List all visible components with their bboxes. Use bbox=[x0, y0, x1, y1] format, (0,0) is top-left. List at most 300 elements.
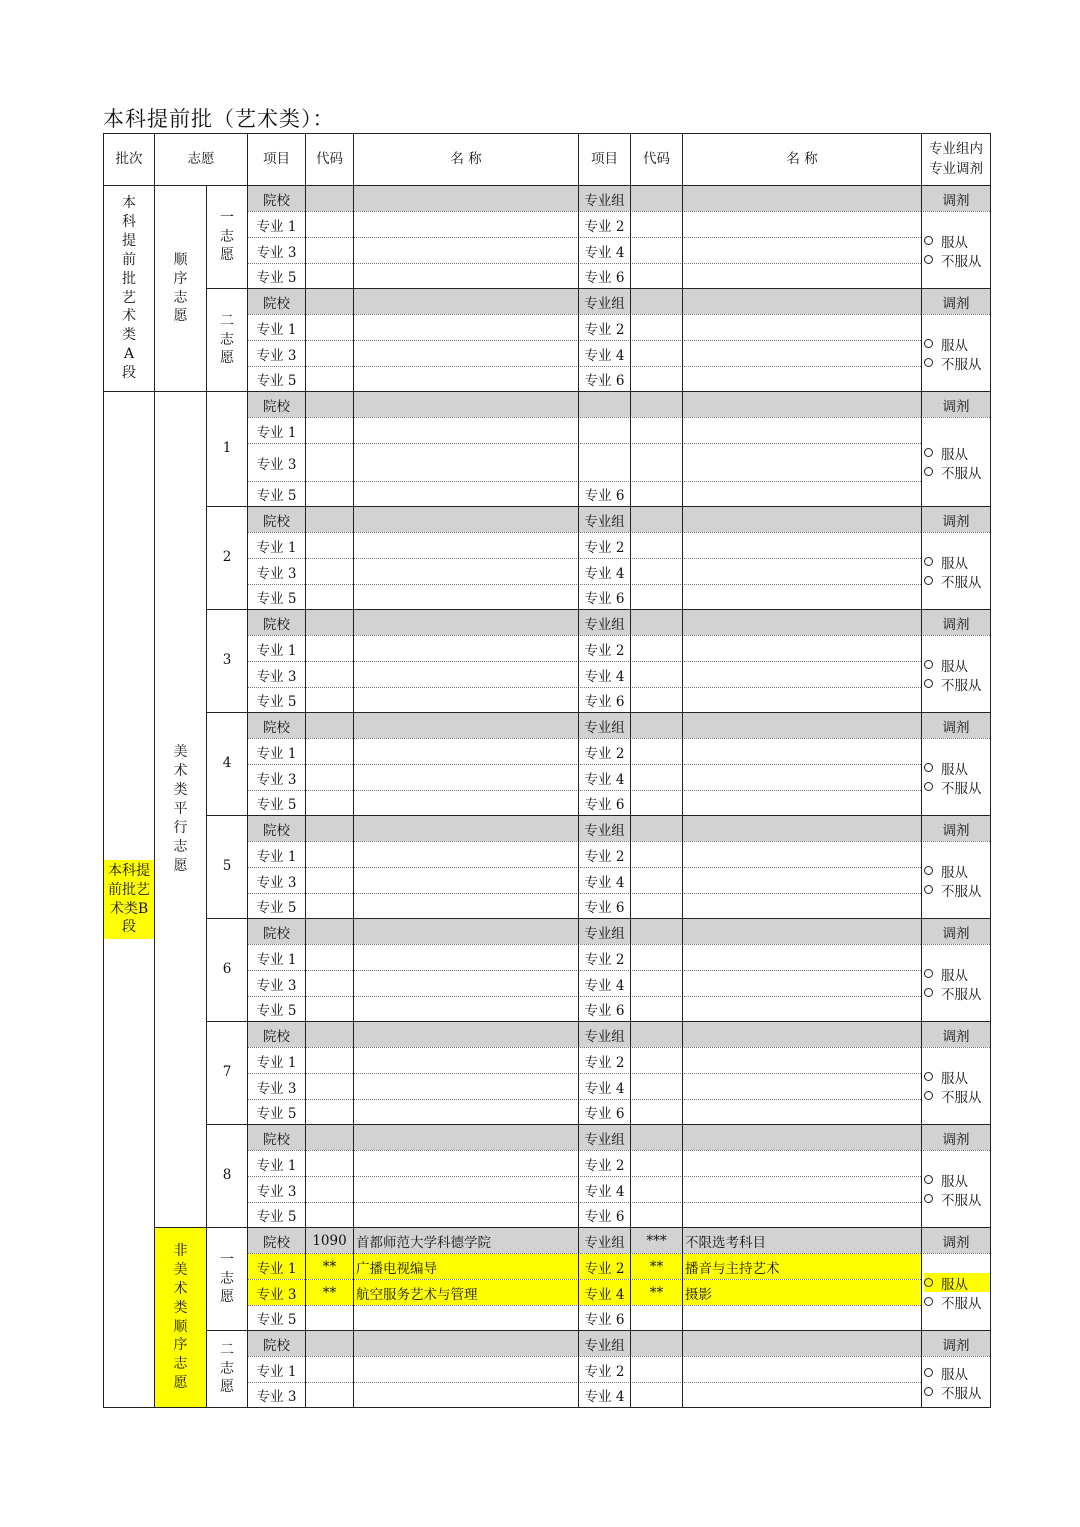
item-major: 专业 2 bbox=[584, 321, 625, 338]
code-input[interactable] bbox=[631, 367, 682, 391]
name-input[interactable] bbox=[683, 482, 921, 506]
name-input[interactable] bbox=[683, 1331, 921, 1356]
option-not-obey[interactable] bbox=[924, 1189, 990, 1208]
zhiyuan-label: 二志愿 bbox=[220, 1341, 234, 1396]
name-input[interactable] bbox=[354, 1125, 578, 1150]
name-input[interactable]: 不限选考科目 bbox=[683, 1228, 921, 1253]
name-input[interactable] bbox=[354, 1383, 578, 1407]
name-input[interactable] bbox=[354, 1331, 578, 1356]
code-input[interactable]: ** bbox=[631, 1254, 682, 1279]
radio-circle-icon[interactable] bbox=[924, 1297, 933, 1306]
parallel-number: 3 bbox=[222, 652, 232, 669]
code-input[interactable] bbox=[306, 1383, 353, 1407]
name-input[interactable] bbox=[354, 444, 578, 481]
row-divider bbox=[103, 391, 991, 392]
row-divider bbox=[206, 1330, 991, 1331]
name-input[interactable] bbox=[683, 791, 921, 815]
code-input[interactable] bbox=[631, 997, 682, 1021]
code-input[interactable] bbox=[306, 662, 353, 687]
item-major: 专业 4 bbox=[584, 977, 625, 994]
name-input[interactable] bbox=[354, 842, 578, 867]
radio-circle-icon[interactable] bbox=[924, 576, 933, 585]
name-input[interactable]: 首都师范大学科德学院 bbox=[354, 1228, 578, 1253]
column-divider bbox=[305, 133, 306, 1408]
item-major: 专业 2 bbox=[584, 642, 625, 659]
name-input[interactable] bbox=[683, 341, 921, 366]
code-input[interactable] bbox=[631, 418, 682, 443]
name-input[interactable] bbox=[683, 1357, 921, 1382]
code-input[interactable] bbox=[631, 533, 682, 558]
item-major: 专业 2 bbox=[579, 1254, 630, 1279]
name-input[interactable] bbox=[683, 507, 921, 532]
code-input[interactable] bbox=[631, 842, 682, 867]
page-title: 本科提前批（艺术类）： bbox=[103, 107, 335, 131]
code-input[interactable] bbox=[306, 636, 353, 661]
row-divider bbox=[206, 918, 991, 919]
option-obey[interactable] bbox=[924, 758, 990, 777]
code-input[interactable] bbox=[306, 816, 353, 841]
option-obey[interactable] bbox=[924, 552, 990, 571]
name-input[interactable] bbox=[354, 1100, 578, 1124]
code-input[interactable] bbox=[306, 1074, 353, 1099]
code-input[interactable] bbox=[631, 894, 682, 918]
option-label: 不服从 bbox=[941, 1385, 982, 1402]
option-obey[interactable] bbox=[924, 1363, 990, 1382]
code-input[interactable] bbox=[631, 816, 682, 841]
item-major: 专业 3 bbox=[256, 874, 297, 891]
code-input[interactable]: ** bbox=[306, 1254, 353, 1279]
name-input[interactable] bbox=[354, 713, 578, 738]
code-input[interactable] bbox=[306, 289, 353, 314]
item-group: 专业组 bbox=[579, 1331, 630, 1356]
option-label: 服从 bbox=[941, 446, 968, 463]
radio-circle-icon[interactable] bbox=[924, 255, 933, 264]
name-input[interactable] bbox=[683, 212, 921, 237]
adjust-heading: 调剂 bbox=[922, 713, 990, 738]
name-input[interactable]: 摄影 bbox=[683, 1280, 921, 1305]
item-group: 专业组 bbox=[579, 610, 630, 635]
code-input[interactable]: ** bbox=[306, 1280, 353, 1305]
code-input[interactable] bbox=[306, 1100, 353, 1124]
name-input[interactable] bbox=[683, 315, 921, 340]
option-obey[interactable] bbox=[924, 1067, 990, 1086]
name-input[interactable] bbox=[683, 444, 921, 481]
radio-circle-icon[interactable] bbox=[924, 679, 933, 688]
code-input[interactable] bbox=[306, 765, 353, 790]
name-input[interactable] bbox=[354, 559, 578, 584]
name-input[interactable] bbox=[354, 186, 578, 211]
name-input[interactable] bbox=[354, 1151, 578, 1176]
code-input[interactable] bbox=[306, 482, 353, 506]
code-input[interactable] bbox=[631, 315, 682, 340]
code-input[interactable] bbox=[631, 1203, 682, 1227]
code-input[interactable] bbox=[306, 1177, 353, 1202]
item-school: 院校 bbox=[248, 1022, 305, 1047]
name-input[interactable] bbox=[354, 610, 578, 635]
name-input[interactable] bbox=[683, 367, 921, 391]
column-divider bbox=[630, 133, 631, 1408]
name-input[interactable] bbox=[354, 507, 578, 532]
radio-circle-icon[interactable] bbox=[924, 448, 933, 457]
item-major: 专业 4 bbox=[584, 565, 625, 582]
code-input[interactable] bbox=[306, 238, 353, 263]
name-input[interactable] bbox=[354, 1203, 578, 1227]
radio-circle-icon[interactable] bbox=[924, 1194, 933, 1203]
code-input[interactable] bbox=[631, 610, 682, 635]
code-input[interactable] bbox=[306, 507, 353, 532]
code-input[interactable] bbox=[306, 688, 353, 712]
code-input[interactable] bbox=[306, 739, 353, 764]
item-major: 专业 1 bbox=[256, 1363, 297, 1380]
radio-circle-icon[interactable] bbox=[924, 1368, 933, 1377]
code-input[interactable] bbox=[306, 392, 353, 417]
code-input[interactable] bbox=[306, 1306, 353, 1330]
name-input[interactable] bbox=[354, 894, 578, 918]
radio-circle-icon[interactable] bbox=[924, 1091, 933, 1100]
adjust-options bbox=[922, 739, 990, 815]
code-input[interactable] bbox=[631, 662, 682, 687]
name-input[interactable] bbox=[354, 791, 578, 815]
code-input[interactable] bbox=[631, 713, 682, 738]
dotted-divider bbox=[247, 893, 921, 894]
code-input[interactable] bbox=[306, 1151, 353, 1176]
name-input[interactable] bbox=[683, 1203, 921, 1227]
item-group: 专业组 bbox=[579, 1022, 630, 1047]
radio-circle-icon[interactable] bbox=[924, 1387, 933, 1396]
code-input[interactable] bbox=[306, 1048, 353, 1073]
code-input[interactable] bbox=[306, 1357, 353, 1382]
radio-circle-icon[interactable] bbox=[924, 660, 933, 669]
name-input[interactable] bbox=[683, 1100, 921, 1124]
code-input[interactable]: 1090 bbox=[306, 1228, 353, 1253]
code-input[interactable] bbox=[631, 238, 682, 263]
item-major: 专业 5 bbox=[256, 900, 297, 916]
code-input[interactable] bbox=[306, 945, 353, 970]
option-not-obey[interactable] bbox=[924, 353, 990, 372]
name-input[interactable]: 航空服务艺术与管理 bbox=[354, 1280, 578, 1305]
code-input[interactable]: *** bbox=[631, 1228, 682, 1253]
option-not-obey[interactable] bbox=[924, 1086, 990, 1105]
code-input[interactable] bbox=[306, 713, 353, 738]
code-input[interactable] bbox=[631, 1331, 682, 1356]
code-input[interactable] bbox=[306, 791, 353, 815]
item-major: 专业 5 bbox=[256, 373, 297, 389]
radio-circle-icon[interactable] bbox=[924, 969, 933, 978]
radio-circle-icon[interactable] bbox=[924, 988, 933, 997]
name-input[interactable] bbox=[683, 559, 921, 584]
code-input[interactable] bbox=[306, 341, 353, 366]
option-not-obey[interactable] bbox=[924, 1382, 990, 1401]
code-input[interactable] bbox=[306, 186, 353, 211]
code-input[interactable] bbox=[306, 533, 353, 558]
name-input[interactable] bbox=[683, 1074, 921, 1099]
code-input[interactable] bbox=[631, 1177, 682, 1202]
option-not-obey[interactable] bbox=[924, 674, 990, 693]
code-input[interactable] bbox=[631, 971, 682, 996]
section-a-batch: 本科提前批艺术类A段 bbox=[122, 195, 136, 382]
name-input[interactable] bbox=[683, 1151, 921, 1176]
item-group: 专业组 bbox=[579, 186, 630, 211]
name-input[interactable] bbox=[354, 688, 578, 712]
radio-circle-icon[interactable] bbox=[924, 557, 933, 566]
code-input[interactable] bbox=[306, 997, 353, 1021]
code-input[interactable] bbox=[631, 739, 682, 764]
name-input[interactable]: 播音与主持艺术 bbox=[683, 1254, 921, 1279]
code-input[interactable] bbox=[631, 1125, 682, 1150]
code-input[interactable] bbox=[306, 1022, 353, 1047]
name-input[interactable] bbox=[683, 765, 921, 790]
name-input[interactable] bbox=[683, 1306, 921, 1330]
name-input[interactable] bbox=[354, 816, 578, 841]
item-major: 专业 5 bbox=[256, 1003, 297, 1019]
code-input[interactable] bbox=[631, 791, 682, 815]
header-code-2: 代码 bbox=[643, 150, 670, 167]
code-input[interactable] bbox=[631, 264, 682, 288]
zhiyuan-label-cell bbox=[207, 1331, 247, 1407]
name-input[interactable] bbox=[683, 894, 921, 918]
dotted-divider bbox=[247, 532, 921, 533]
item-major: 专业 5 bbox=[256, 1209, 297, 1225]
name-input[interactable] bbox=[354, 212, 578, 237]
name-input[interactable] bbox=[683, 1125, 921, 1150]
code-input[interactable] bbox=[631, 482, 682, 506]
row-divider bbox=[206, 288, 991, 289]
option-label: 不服从 bbox=[941, 883, 982, 900]
name-input[interactable] bbox=[354, 765, 578, 790]
name-input[interactable] bbox=[354, 341, 578, 366]
code-input[interactable] bbox=[631, 289, 682, 314]
name-input[interactable] bbox=[354, 1074, 578, 1099]
code-input[interactable] bbox=[631, 1074, 682, 1099]
name-input[interactable] bbox=[683, 842, 921, 867]
item-major: 专业 6 bbox=[584, 488, 625, 504]
code-input[interactable]: ** bbox=[631, 1280, 682, 1305]
name-input[interactable] bbox=[354, 585, 578, 609]
code-input[interactable] bbox=[306, 444, 353, 481]
name-input[interactable] bbox=[683, 739, 921, 764]
name-input[interactable] bbox=[683, 997, 921, 1021]
name-input[interactable] bbox=[354, 1357, 578, 1382]
code-input[interactable] bbox=[631, 1048, 682, 1073]
option-not-obey[interactable] bbox=[924, 250, 990, 269]
item-major: 专业 4 bbox=[584, 1389, 625, 1405]
name-input[interactable] bbox=[683, 971, 921, 996]
option-obey[interactable] bbox=[924, 1273, 990, 1292]
name-input[interactable] bbox=[354, 997, 578, 1021]
code-input[interactable] bbox=[631, 1100, 682, 1124]
name-input[interactable] bbox=[683, 533, 921, 558]
item-major: 专业 1 bbox=[256, 218, 297, 235]
item-major: 专业 6 bbox=[584, 1209, 625, 1225]
name-input[interactable] bbox=[354, 971, 578, 996]
name-input[interactable] bbox=[354, 1048, 578, 1073]
parallel-number: 4 bbox=[222, 755, 232, 772]
code-input[interactable] bbox=[306, 842, 353, 867]
item-major: 专业 3 bbox=[256, 347, 297, 364]
name-input[interactable] bbox=[683, 392, 921, 417]
option-label: 服从 bbox=[941, 337, 968, 354]
name-input[interactable] bbox=[683, 238, 921, 263]
name-input[interactable] bbox=[683, 264, 921, 288]
code-input[interactable] bbox=[306, 868, 353, 893]
radio-circle-icon[interactable] bbox=[924, 339, 933, 348]
item-major: 专业 2 bbox=[584, 1054, 625, 1071]
option-obey[interactable] bbox=[924, 655, 990, 674]
dotted-divider bbox=[921, 1047, 990, 1048]
column-divider bbox=[682, 133, 683, 1408]
code-input[interactable] bbox=[306, 894, 353, 918]
parallel-number: 5 bbox=[222, 858, 232, 875]
adjust-options bbox=[922, 315, 990, 391]
code-input[interactable] bbox=[631, 1306, 682, 1330]
code-input[interactable] bbox=[306, 418, 353, 443]
code-input[interactable] bbox=[306, 919, 353, 944]
code-input[interactable] bbox=[631, 585, 682, 609]
name-input[interactable] bbox=[354, 238, 578, 263]
name-input[interactable] bbox=[354, 482, 578, 506]
adjust-heading: 调剂 bbox=[922, 816, 990, 841]
code-input[interactable] bbox=[631, 1383, 682, 1407]
name-input[interactable] bbox=[354, 636, 578, 661]
header-zhiyuan: 志愿 bbox=[187, 150, 215, 167]
option-obey[interactable] bbox=[924, 231, 990, 250]
name-input[interactable] bbox=[354, 945, 578, 970]
name-input[interactable] bbox=[354, 392, 578, 417]
code-input[interactable] bbox=[306, 585, 353, 609]
name-input[interactable] bbox=[354, 315, 578, 340]
option-not-obey[interactable] bbox=[924, 777, 990, 796]
row-divider bbox=[103, 1407, 991, 1408]
name-input[interactable] bbox=[683, 688, 921, 712]
dotted-divider bbox=[921, 532, 990, 533]
option-not-obey[interactable] bbox=[924, 880, 990, 899]
code-input[interactable] bbox=[306, 264, 353, 288]
radio-circle-icon[interactable] bbox=[924, 236, 933, 245]
code-input[interactable] bbox=[631, 636, 682, 661]
radio-circle-icon[interactable] bbox=[924, 866, 933, 875]
radio-circle-icon[interactable] bbox=[924, 782, 933, 791]
name-input[interactable] bbox=[683, 636, 921, 661]
row-divider bbox=[206, 815, 991, 816]
item-group: 专业组 bbox=[579, 507, 630, 532]
code-input[interactable] bbox=[631, 186, 682, 211]
code-input[interactable] bbox=[631, 1022, 682, 1047]
option-not-obey[interactable] bbox=[924, 983, 990, 1002]
name-input[interactable] bbox=[683, 186, 921, 211]
code-input[interactable] bbox=[631, 507, 682, 532]
code-input[interactable] bbox=[631, 919, 682, 944]
item-school: 院校 bbox=[248, 186, 305, 211]
name-input[interactable] bbox=[354, 533, 578, 558]
dotted-divider bbox=[247, 584, 921, 585]
code-input[interactable] bbox=[631, 559, 682, 584]
dotted-divider bbox=[247, 635, 921, 636]
name-input[interactable] bbox=[354, 868, 578, 893]
name-input[interactable] bbox=[683, 289, 921, 314]
radio-circle-icon[interactable] bbox=[924, 1278, 933, 1287]
name-input[interactable] bbox=[354, 264, 578, 288]
option-obey[interactable] bbox=[924, 443, 990, 462]
code-input[interactable] bbox=[306, 610, 353, 635]
code-input[interactable] bbox=[631, 688, 682, 712]
name-input[interactable] bbox=[683, 713, 921, 738]
name-input[interactable] bbox=[683, 816, 921, 841]
name-input[interactable] bbox=[354, 367, 578, 391]
code-input[interactable] bbox=[631, 1151, 682, 1176]
radio-circle-icon[interactable] bbox=[924, 467, 933, 476]
dotted-divider bbox=[247, 1099, 921, 1100]
code-input[interactable] bbox=[306, 315, 353, 340]
name-input[interactable] bbox=[683, 1048, 921, 1073]
code-input[interactable] bbox=[631, 341, 682, 366]
column-divider bbox=[353, 133, 354, 1408]
radio-circle-icon[interactable] bbox=[924, 1175, 933, 1184]
name-input[interactable] bbox=[354, 1306, 578, 1330]
name-input[interactable] bbox=[683, 1177, 921, 1202]
option-obey[interactable] bbox=[924, 861, 990, 880]
name-input[interactable] bbox=[354, 1022, 578, 1047]
code-input[interactable] bbox=[631, 945, 682, 970]
code-input[interactable] bbox=[306, 1203, 353, 1227]
code-input[interactable] bbox=[631, 1357, 682, 1382]
name-input[interactable] bbox=[354, 289, 578, 314]
name-input[interactable] bbox=[683, 1383, 921, 1407]
code-input[interactable] bbox=[631, 868, 682, 893]
name-input[interactable] bbox=[683, 418, 921, 443]
code-input[interactable] bbox=[631, 212, 682, 237]
name-input[interactable]: 广播电视编导 bbox=[354, 1254, 578, 1279]
radio-circle-icon[interactable] bbox=[924, 763, 933, 772]
option-not-obey[interactable] bbox=[924, 1292, 990, 1311]
name-input[interactable] bbox=[354, 418, 578, 443]
radio-circle-icon[interactable] bbox=[924, 358, 933, 367]
option-label: 不服从 bbox=[941, 677, 982, 694]
row-divider bbox=[206, 506, 991, 507]
name-input[interactable] bbox=[683, 868, 921, 893]
code-input[interactable] bbox=[631, 392, 682, 417]
item-major: 专业 6 bbox=[584, 270, 625, 286]
option-obey[interactable] bbox=[924, 1170, 990, 1189]
code-input[interactable] bbox=[306, 367, 353, 391]
name-input[interactable] bbox=[354, 662, 578, 687]
name-input[interactable] bbox=[683, 662, 921, 687]
code-input[interactable] bbox=[306, 559, 353, 584]
name-input[interactable] bbox=[683, 585, 921, 609]
code-input[interactable] bbox=[306, 971, 353, 996]
option-not-obey[interactable] bbox=[924, 571, 990, 590]
name-input[interactable] bbox=[354, 739, 578, 764]
row-divider bbox=[206, 1124, 991, 1125]
name-input[interactable] bbox=[354, 1177, 578, 1202]
name-input[interactable] bbox=[683, 1022, 921, 1047]
code-input[interactable] bbox=[306, 212, 353, 237]
dotted-divider bbox=[247, 237, 921, 238]
code-input[interactable] bbox=[631, 765, 682, 790]
option-obey[interactable] bbox=[924, 964, 990, 983]
code-input[interactable] bbox=[306, 1125, 353, 1150]
option-not-obey[interactable] bbox=[924, 462, 990, 481]
name-input[interactable] bbox=[683, 610, 921, 635]
option-obey[interactable] bbox=[924, 334, 990, 353]
item-major: 专业 1 bbox=[256, 321, 297, 338]
code-input[interactable] bbox=[631, 444, 682, 481]
name-input[interactable] bbox=[683, 919, 921, 944]
radio-circle-icon[interactable] bbox=[924, 885, 933, 894]
name-input[interactable] bbox=[683, 945, 921, 970]
name-input[interactable] bbox=[354, 919, 578, 944]
radio-circle-icon[interactable] bbox=[924, 1072, 933, 1081]
code-input[interactable] bbox=[306, 1331, 353, 1356]
